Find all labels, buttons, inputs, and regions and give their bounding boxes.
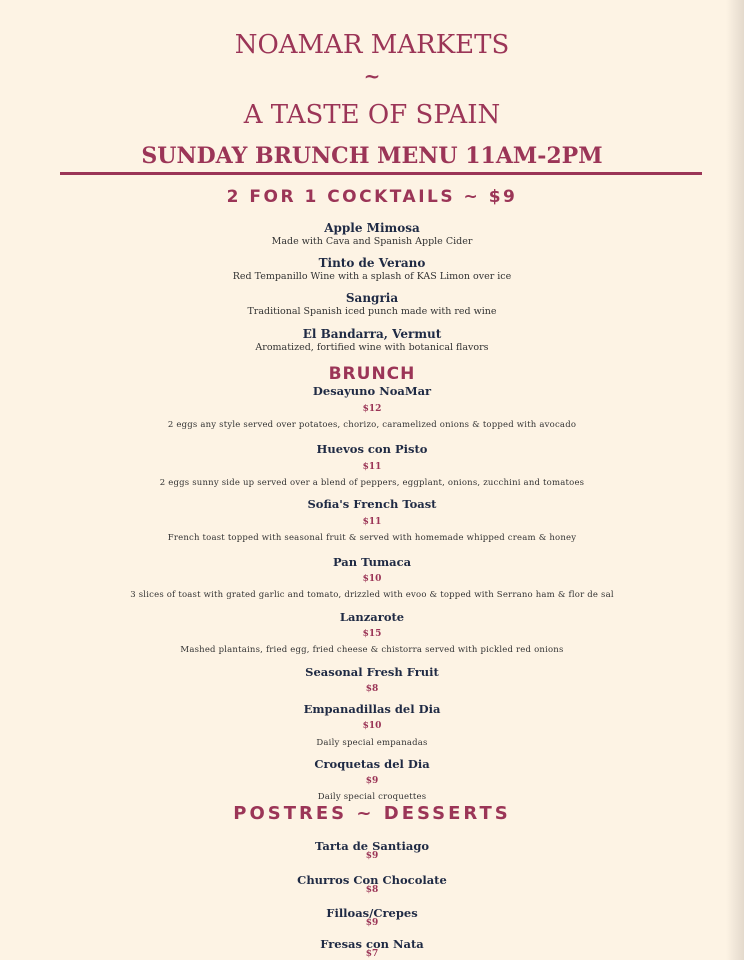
brunch-item-description: Daily special empanadas <box>316 738 428 748</box>
brunch-item-description: 2 eggs any style served over potatoes, chorizo, caramelized onions & topped with avocado <box>167 420 577 430</box>
desserts-heading: POSTRES ~ DESSERTS <box>233 803 511 824</box>
dessert-name: Filloas/Crepes <box>326 906 418 920</box>
cocktail-name: El Bandarra, Vermut <box>302 327 442 341</box>
brunch-item-price: $12 <box>362 404 382 414</box>
cocktails-heading: 2 FOR 1 COCKTAILS ~ $9 <box>226 187 518 207</box>
brunch-item-description: Mashed plantains, fried egg, fried cheese & chistorra served with pickled red onions <box>180 645 564 655</box>
brunch-item-description: Daily special croquettes <box>317 792 427 802</box>
brunch-heading: BRUNCH <box>328 364 416 384</box>
dessert-price: $9 <box>365 851 379 861</box>
dessert-name: Churros Con Chocolate <box>297 873 447 887</box>
brunch-item-price: $10 <box>362 574 382 584</box>
brunch-item-name: Empanadillas del Dia <box>303 702 441 716</box>
brunch-item-price: $10 <box>362 721 382 731</box>
brunch-item-description: 2 eggs sunny side up served over a blend of peppers, eggplant, onions, zucchini and tomatoes <box>159 478 585 488</box>
brunch-item-price: $15 <box>362 629 382 639</box>
dessert-name: Tarta de Santiago <box>314 839 430 853</box>
brunch-item-name: Croquetas del Dia <box>314 757 430 771</box>
brunch-item-name: Lanzarote <box>339 610 405 624</box>
menu-subtitle: SUNDAY BRUNCH MENU 11AM-2PM <box>141 143 603 169</box>
brunch-item-name: Desayuno NoaMar <box>312 384 432 398</box>
brunch-item-price: $8 <box>365 684 379 694</box>
cocktail-name: Apple Mimosa <box>324 221 420 235</box>
brunch-item-name: Sofia's French Toast <box>307 497 437 511</box>
title-separator: ~ <box>363 64 381 88</box>
dessert-price: $8 <box>365 885 379 895</box>
cocktail-description: Red Tempanillo Wine with a splash of KAS Limon over ice <box>232 271 512 282</box>
brunch-item-price: $9 <box>365 776 379 786</box>
brunch-item-name: Huevos con Pisto <box>316 442 428 456</box>
dessert-price: $9 <box>365 918 379 928</box>
brunch-item-price: $11 <box>362 462 382 472</box>
dessert-name: Fresas con Nata <box>320 937 424 951</box>
header-divider <box>60 172 702 175</box>
cocktail-name: Sangria <box>345 291 399 305</box>
brunch-item-name: Seasonal Fresh Fruit <box>305 665 439 679</box>
brunch-item-description: 3 slices of toast with grated garlic and tomato, drizzled with evoo & topped with Serrano ham & flor de sal <box>130 590 614 600</box>
cocktail-description: Made with Cava and Spanish Apple Cider <box>271 236 473 247</box>
menu-theme-title: A TASTE OF SPAIN <box>243 100 501 130</box>
cocktail-description: Traditional Spanish iced punch made with red wine <box>247 306 497 317</box>
brunch-item-description: French toast topped with seasonal fruit & served with homemade whipped cream & honey <box>167 533 577 543</box>
brunch-item-name: Pan Tumaca <box>332 555 412 569</box>
dessert-price: $7 <box>365 949 379 959</box>
brunch-item-price: $11 <box>362 517 382 527</box>
cocktail-name: Tinto de Verano <box>318 256 426 270</box>
cocktail-description: Aromatized, fortified wine with botanical flavors <box>255 342 489 353</box>
restaurant-name: NOAMAR MARKETS <box>234 30 510 60</box>
